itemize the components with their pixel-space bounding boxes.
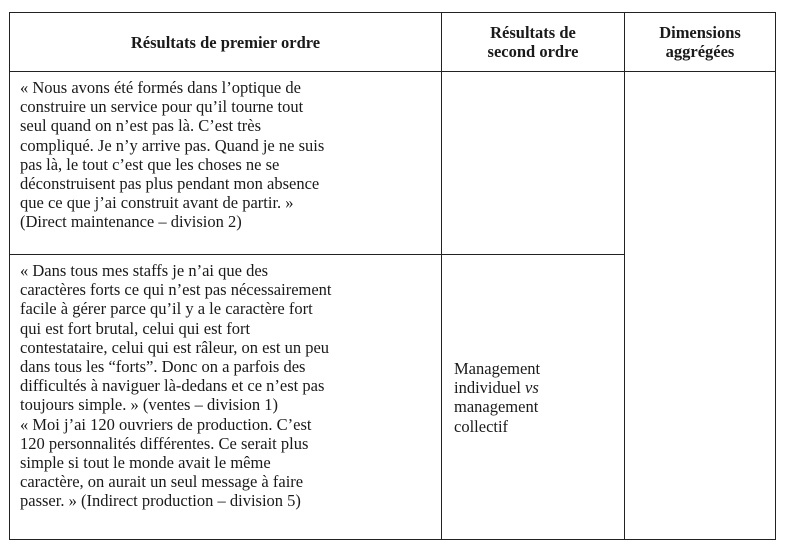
table-row	[10, 72, 776, 255]
aggregated-dimension-cell	[625, 72, 776, 540]
aggregated-dimension-text	[625, 72, 775, 84]
header-second-order: Résultats de second ordre	[442, 13, 625, 72]
header-aggregated-dimensions: Dimensions aggrégées	[625, 13, 776, 72]
theme-line: management	[454, 397, 539, 417]
second-order-cell	[442, 255, 625, 540]
second-order-theme	[442, 359, 624, 436]
second-order-text	[442, 72, 624, 84]
header-first-order: Résultats de premier ordre	[10, 13, 442, 72]
first-order-cell	[10, 255, 442, 540]
first-order-quote: « Nous avons été formés dans l’optique de construire un service pour qu’il tourne tout seul quand on n’est pas là. C’est très compliqué. Je n’y arrive pas. Quand je ne suis pas là, le tout c’est que les choses ne se déconstruisent pas plus pendant mon absence que ce que j’ai construit avant de partir. » (Direct maintenance – division 2)	[20, 78, 325, 232]
header-row	[10, 13, 776, 72]
first-order-quote: « Dans tous mes staffs je n’ai que des caractères forts ce qui n’est pas nécessairement facile à gérer parce qu’il y a le caractère fort qui est fort brutal, celui qui est fort contestataire, celui qui est râleur, on est un peu dans tous les “forts”. Donc on a parfois des difficultés à naviguer là-dedans et ce n’est pas toujours simple. » (ventes – division 1) « Moi j’ai 120 ouvriers de production. C’est 120 personnalités différentes. Ce serait plus simple si tout le monde avait le même caractère, on aurait un seul message à faire passer. » (Indirect production – division 5)	[20, 261, 332, 511]
second-order-cell	[442, 72, 625, 255]
first-order-cell	[10, 72, 442, 255]
theme-line-italic: vs	[525, 378, 539, 398]
results-table	[9, 12, 776, 540]
theme-line: collectif	[454, 416, 509, 436]
theme-line	[454, 378, 612, 397]
theme-line: Management	[454, 359, 541, 378]
theme-line-text: individuel	[454, 378, 526, 398]
